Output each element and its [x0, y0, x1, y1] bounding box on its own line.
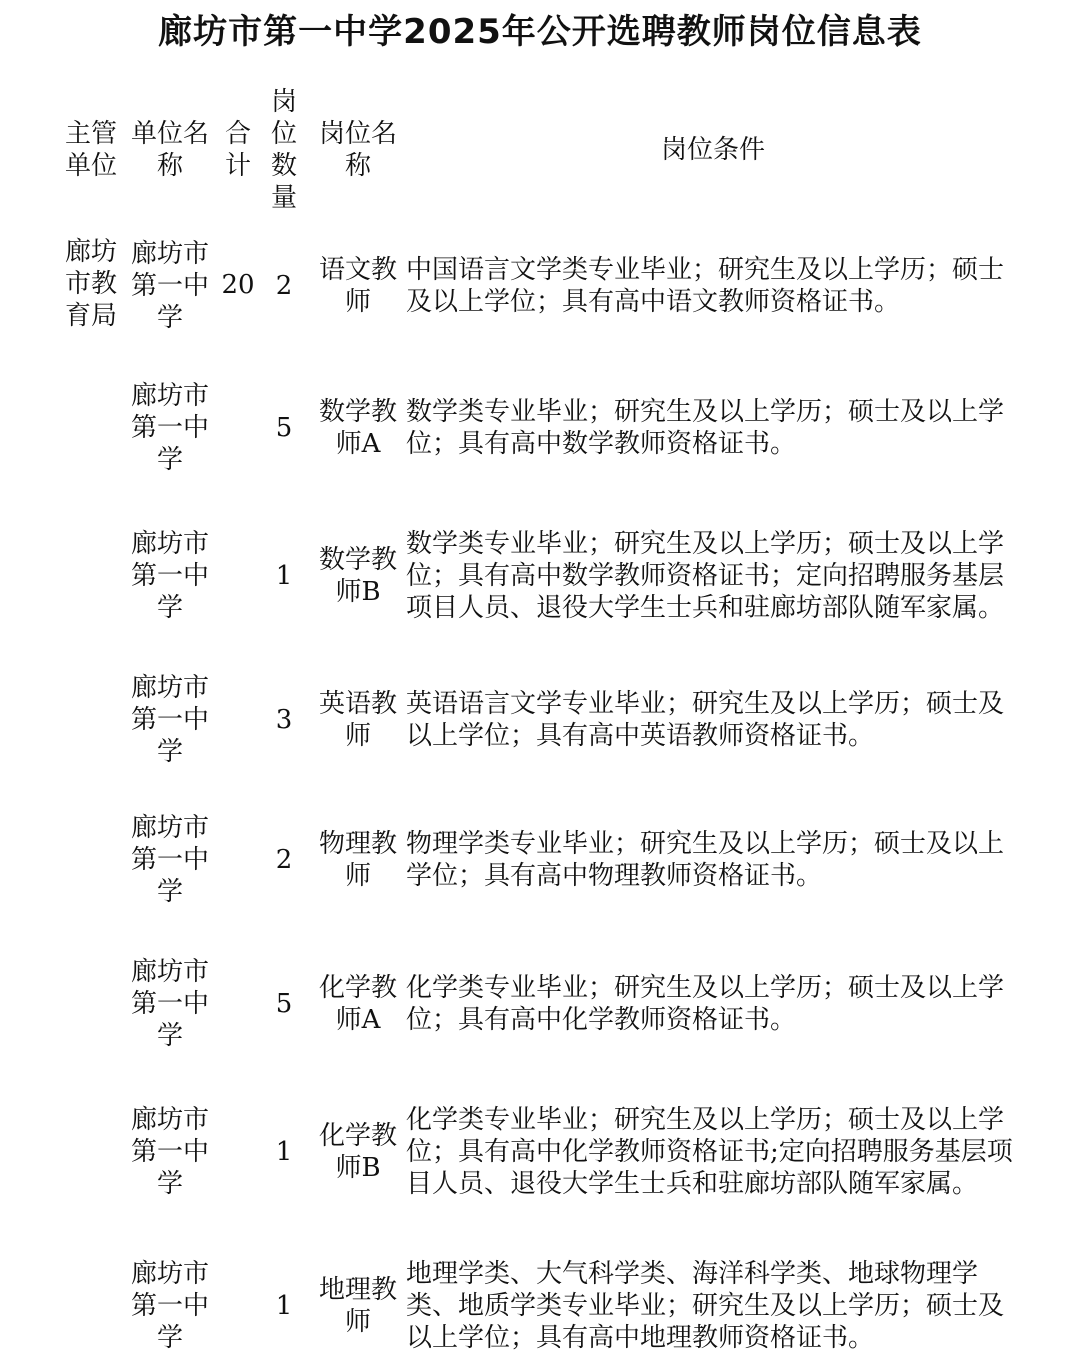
conditions-cell: 化学类专业毕业；研究生及以上学历；硕士及以上学位；具有高中化学教师资格证书。 [406, 973, 1005, 1035]
table-row [0, 810, 1080, 910]
count-cell: 1 [275, 561, 293, 591]
conditions-cell: 地理学类、大气科学类、海洋科学类、地球物理学类、地质学类专业毕业；研究生及以上学历；硕士及以上学位；具有高中地理教师资格证书。 [406, 1259, 1005, 1353]
unit-cell: 廊坊市第一中学 [130, 239, 209, 333]
table-row [0, 954, 1080, 1054]
table-row [0, 670, 1080, 770]
position-cell: 数学教师B [318, 545, 397, 607]
count-cell: 3 [275, 705, 293, 735]
unit-cell: 廊坊市第一中学 [130, 673, 209, 767]
header-conditions: 岗位条件 [660, 135, 765, 165]
table-row [0, 1254, 1080, 1358]
position-cell: 数学教师A [318, 397, 397, 459]
header-authority: 主管单位 [64, 119, 117, 181]
count-cell: 5 [275, 413, 293, 443]
position-cell: 化学教师B [318, 1121, 397, 1183]
table-row [0, 236, 1080, 336]
count-cell: 2 [275, 271, 293, 301]
count-cell: 2 [275, 845, 293, 875]
count-cell: 1 [275, 1291, 293, 1321]
position-cell: 语文教师 [318, 255, 397, 317]
unit-cell: 廊坊市第一中学 [130, 957, 209, 1051]
position-cell: 化学教师A [318, 973, 397, 1035]
page-title: 廊坊市第一中学2025年公开选聘教师岗位信息表 [158, 12, 922, 52]
unit-cell: 廊坊市第一中学 [130, 1259, 209, 1353]
conditions-cell: 英语语言文学专业毕业；研究生及以上学历；硕士及以上学位；具有高中英语教师资格证书。 [406, 689, 1005, 751]
unit-cell: 廊坊市第一中学 [130, 813, 209, 907]
position-cell: 物理教师 [318, 829, 397, 891]
conditions-cell: 数学类专业毕业；研究生及以上学历；硕士及以上学位；具有高中数学教师资格证书；定向招聘服务基层项目人员、退役大学生士兵和驻廊坊部队随军家属。 [406, 529, 1005, 623]
header-count: 岗位数量 [270, 87, 297, 213]
conditions-cell: 化学类专业毕业；研究生及以上学历；硕士及以上学位；具有高中化学教师资格证书;定向招聘服务基层项目人员、退役大学生士兵和驻廊坊部队随军家属。 [406, 1105, 1013, 1199]
unit-cell: 廊坊市第一中学 [130, 1105, 209, 1199]
unit-cell: 廊坊市第一中学 [130, 529, 209, 623]
count-cell: 5 [275, 989, 293, 1019]
count-cell: 1 [275, 1137, 293, 1167]
conditions-cell: 中国语言文学类专业毕业；研究生及以上学历；硕士及以上学位；具有高中语文教师资格证书。 [406, 255, 1005, 317]
position-cell: 地理教师 [318, 1275, 397, 1337]
table-row [0, 510, 1080, 642]
header-unit: 单位名称 [130, 119, 209, 181]
position-cell: 英语教师 [318, 689, 397, 751]
table-row [0, 1086, 1080, 1218]
header-total: 合计 [224, 119, 251, 181]
authority-cell: 廊坊市教育局 [64, 237, 117, 331]
conditions-cell: 数学类专业毕业；研究生及以上学历；硕士及以上学位；具有高中数学教师资格证书。 [406, 397, 1005, 459]
table-row [0, 378, 1080, 478]
unit-cell: 廊坊市第一中学 [130, 381, 209, 475]
header-position: 岗位名称 [318, 119, 397, 181]
total-cell: 20 [221, 270, 255, 300]
conditions-cell: 物理学类专业毕业；研究生及以上学历；硕士及以上学位；具有高中物理教师资格证书。 [406, 829, 1005, 891]
